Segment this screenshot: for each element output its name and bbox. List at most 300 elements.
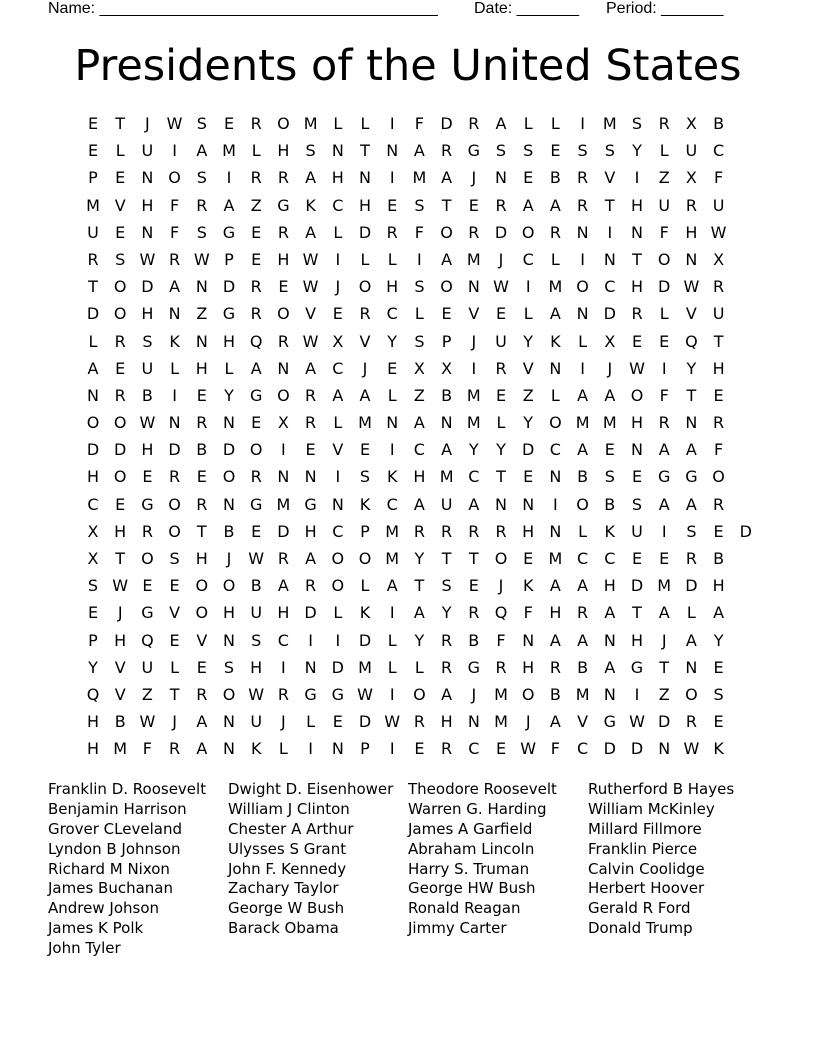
grid-letter[interactable]: B bbox=[577, 657, 589, 677]
grid-letter[interactable]: J bbox=[362, 358, 368, 378]
grid-letter[interactable]: A bbox=[685, 630, 697, 650]
grid-letter[interactable]: A bbox=[658, 603, 670, 623]
grid-letter[interactable]: F bbox=[414, 222, 424, 242]
grid-letter[interactable]: M bbox=[494, 684, 508, 704]
grid-letter[interactable]: Z bbox=[141, 684, 153, 704]
grid-letter[interactable]: N bbox=[631, 440, 643, 460]
grid-letter[interactable]: D bbox=[630, 739, 644, 759]
grid-letter[interactable]: O bbox=[222, 684, 236, 704]
grid-letter[interactable]: R bbox=[713, 494, 725, 514]
grid-letter[interactable]: L bbox=[360, 576, 370, 596]
grid-letter[interactable]: W bbox=[248, 549, 265, 568]
grid-letter[interactable]: S bbox=[604, 141, 615, 161]
grid-letter[interactable]: R bbox=[713, 413, 725, 433]
grid-letter[interactable]: H bbox=[522, 657, 535, 677]
grid-letter[interactable]: L bbox=[387, 249, 397, 269]
grid-letter[interactable]: L bbox=[523, 114, 533, 133]
grid-letter[interactable]: F bbox=[713, 168, 724, 188]
grid-letter[interactable]: O bbox=[113, 304, 127, 324]
grid-letter[interactable]: H bbox=[86, 739, 100, 759]
grid-letter[interactable]: O bbox=[195, 603, 209, 623]
grid-letter[interactable]: S bbox=[686, 521, 697, 541]
grid-letter[interactable]: H bbox=[86, 467, 100, 487]
grid-letter[interactable]: H bbox=[250, 657, 263, 677]
grid-letter[interactable]: E bbox=[604, 440, 615, 460]
grid-letter[interactable]: A bbox=[549, 712, 561, 732]
grid-letter[interactable]: M bbox=[385, 521, 400, 541]
grid-letter[interactable]: J bbox=[471, 684, 477, 704]
grid-letter[interactable]: T bbox=[414, 576, 425, 596]
grid-letter[interactable]: D bbox=[86, 304, 100, 324]
grid-letter[interactable]: R bbox=[277, 168, 289, 188]
grid-letter[interactable]: K bbox=[386, 467, 398, 487]
grid-letter[interactable]: B bbox=[141, 385, 153, 405]
grid-letter[interactable]: E bbox=[142, 467, 153, 487]
grid-letter[interactable]: E bbox=[550, 141, 561, 161]
grid-letter[interactable]: T bbox=[115, 114, 126, 133]
grid-letter[interactable]: E bbox=[251, 249, 262, 269]
grid-letter[interactable]: R bbox=[441, 657, 453, 677]
grid-letter[interactable]: R bbox=[441, 141, 453, 161]
grid-letter[interactable]: F bbox=[142, 739, 152, 759]
grid-letter[interactable]: H bbox=[222, 331, 236, 351]
grid-letter[interactable]: E bbox=[332, 712, 343, 732]
grid-letter[interactable]: H bbox=[195, 549, 208, 568]
grid-letter[interactable]: O bbox=[249, 440, 263, 460]
grid-letter[interactable]: I bbox=[553, 494, 558, 514]
grid-letter[interactable]: S bbox=[577, 141, 588, 161]
grid-letter[interactable]: G bbox=[685, 467, 698, 487]
grid-letter[interactable]: M bbox=[494, 712, 508, 732]
grid-letter[interactable]: S bbox=[631, 494, 643, 514]
grid-letter[interactable]: J bbox=[661, 630, 667, 650]
grid-letter[interactable]: I bbox=[335, 249, 341, 269]
grid-letter[interactable]: N bbox=[223, 413, 235, 433]
grid-letter[interactable]: S bbox=[414, 331, 425, 351]
grid-letter[interactable]: R bbox=[250, 277, 262, 297]
grid-letter[interactable]: I bbox=[389, 684, 395, 704]
grid-letter[interactable]: G bbox=[657, 467, 671, 487]
grid-letter[interactable]: E bbox=[468, 576, 479, 596]
grid-letter[interactable]: H bbox=[549, 603, 562, 623]
grid-letter[interactable]: D bbox=[168, 440, 181, 460]
grid-letter[interactable]: O bbox=[358, 549, 372, 568]
grid-letter[interactable]: P bbox=[88, 168, 98, 188]
grid-letter[interactable]: R bbox=[441, 739, 453, 759]
grid-letter[interactable]: E bbox=[169, 576, 180, 596]
grid-letter[interactable]: C bbox=[87, 494, 99, 514]
grid-letter[interactable]: L bbox=[523, 304, 533, 324]
grid-letter[interactable]: E bbox=[414, 739, 425, 759]
grid-letter[interactable]: R bbox=[277, 222, 289, 242]
grid-letter[interactable]: O bbox=[168, 521, 181, 541]
grid-letter[interactable]: T bbox=[88, 277, 98, 297]
grid-letter[interactable]: C bbox=[713, 141, 725, 161]
grid-letter[interactable]: N bbox=[495, 168, 507, 188]
grid-letter[interactable]: J bbox=[471, 331, 477, 351]
grid-letter[interactable]: A bbox=[305, 549, 317, 568]
grid-letter[interactable]: S bbox=[414, 195, 425, 215]
grid-letter[interactable]: U bbox=[87, 222, 99, 242]
grid-letter[interactable]: O bbox=[195, 576, 209, 596]
grid-letter[interactable]: L bbox=[278, 739, 288, 759]
grid-letter[interactable]: E bbox=[359, 440, 371, 460]
grid-letter[interactable]: V bbox=[114, 657, 126, 677]
grid-letter[interactable]: W bbox=[112, 576, 129, 596]
grid-letter[interactable]: R bbox=[250, 467, 262, 487]
grid-letter[interactable]: A bbox=[549, 576, 561, 596]
grid-letter[interactable]: A bbox=[495, 114, 507, 133]
grid-letter[interactable]: S bbox=[713, 684, 724, 704]
grid-letter[interactable]: N bbox=[168, 304, 181, 324]
grid-letter[interactable]: N bbox=[658, 739, 671, 759]
grid-letter[interactable]: E bbox=[305, 440, 316, 460]
grid-letter[interactable]: I bbox=[580, 114, 585, 133]
grid-letter[interactable]: M bbox=[602, 413, 617, 433]
grid-letter[interactable]: U bbox=[658, 195, 671, 215]
grid-letter[interactable]: N bbox=[87, 385, 99, 405]
grid-letter[interactable]: F bbox=[523, 603, 533, 623]
grid-letter[interactable]: E bbox=[441, 304, 452, 324]
grid-letter[interactable]: E bbox=[115, 358, 126, 378]
grid-letter[interactable]: H bbox=[114, 521, 127, 541]
grid-letter[interactable]: N bbox=[277, 467, 290, 487]
grid-letter[interactable]: B bbox=[250, 576, 262, 596]
grid-letter[interactable]: N bbox=[359, 168, 371, 188]
grid-letter[interactable]: Q bbox=[86, 684, 100, 704]
grid-letter[interactable]: O bbox=[685, 684, 698, 704]
grid-letter[interactable]: N bbox=[195, 277, 208, 297]
grid-letter[interactable]: H bbox=[141, 440, 154, 460]
grid-letter[interactable]: I bbox=[308, 739, 313, 759]
grid-letter[interactable]: M bbox=[548, 277, 563, 297]
grid-letter[interactable]: J bbox=[335, 277, 341, 297]
grid-letter[interactable]: O bbox=[494, 549, 508, 568]
grid-letter[interactable]: N bbox=[168, 413, 181, 433]
grid-letter[interactable]: I bbox=[417, 249, 422, 269]
period-field[interactable]: Period: _______ bbox=[606, 0, 724, 17]
grid-letter[interactable]: W bbox=[683, 739, 700, 759]
grid-letter[interactable]: H bbox=[141, 195, 154, 215]
grid-letter[interactable]: I bbox=[389, 168, 395, 188]
grid-letter[interactable]: N bbox=[440, 413, 453, 433]
grid-letter[interactable]: U bbox=[250, 712, 263, 732]
grid-letter[interactable]: X bbox=[87, 521, 99, 541]
grid-letter[interactable]: X bbox=[332, 331, 344, 351]
grid-letter[interactable]: N bbox=[603, 630, 616, 650]
grid-letter[interactable]: H bbox=[522, 521, 535, 541]
grid-letter[interactable]: E bbox=[659, 549, 670, 568]
grid-letter[interactable]: F bbox=[496, 630, 506, 650]
grid-letter[interactable]: X bbox=[685, 114, 697, 133]
grid-letter[interactable]: K bbox=[305, 195, 316, 215]
grid-letter[interactable]: R bbox=[658, 114, 670, 133]
grid-letter[interactable]: L bbox=[360, 114, 370, 133]
grid-letter[interactable]: W bbox=[139, 712, 156, 732]
grid-letter[interactable]: B bbox=[713, 114, 725, 133]
grid-letter[interactable]: M bbox=[385, 549, 400, 568]
grid-letter[interactable]: L bbox=[333, 114, 343, 133]
grid-letter[interactable]: Z bbox=[413, 385, 425, 405]
grid-letter[interactable]: D bbox=[277, 521, 290, 541]
grid-letter[interactable]: N bbox=[495, 494, 507, 514]
grid-letter[interactable]: X bbox=[685, 168, 697, 188]
grid-letter[interactable]: I bbox=[525, 277, 531, 297]
grid-letter[interactable]: R bbox=[305, 576, 317, 596]
grid-letter[interactable]: S bbox=[495, 141, 507, 161]
grid-letter[interactable]: X bbox=[87, 549, 99, 568]
grid-letter[interactable]: A bbox=[332, 385, 344, 405]
grid-letter[interactable]: A bbox=[441, 249, 453, 269]
grid-letter[interactable]: A bbox=[577, 630, 589, 650]
grid-letter[interactable]: H bbox=[386, 277, 399, 297]
grid-letter[interactable]: D bbox=[685, 576, 698, 596]
grid-letter[interactable]: S bbox=[251, 630, 262, 650]
grid-letter[interactable]: A bbox=[250, 358, 262, 378]
grid-letter[interactable]: N bbox=[549, 467, 562, 487]
grid-letter[interactable]: M bbox=[575, 413, 590, 433]
grid-letter[interactable]: H bbox=[222, 603, 236, 623]
grid-letter[interactable]: I bbox=[308, 630, 313, 650]
grid-letter[interactable]: R bbox=[685, 549, 697, 568]
grid-letter[interactable]: Y bbox=[88, 657, 98, 677]
grid-letter[interactable]: U bbox=[440, 494, 453, 514]
grid-letter[interactable]: D bbox=[603, 739, 616, 759]
grid-letter[interactable]: Q bbox=[141, 630, 154, 650]
grid-letter[interactable]: M bbox=[466, 249, 481, 269]
grid-letter[interactable]: R bbox=[141, 521, 153, 541]
grid-letter[interactable]: K bbox=[359, 603, 371, 623]
grid-letter[interactable]: U bbox=[685, 141, 698, 161]
grid-letter[interactable]: W bbox=[683, 277, 700, 297]
grid-letter[interactable]: B bbox=[604, 494, 616, 514]
grid-letter[interactable]: R bbox=[495, 657, 507, 677]
grid-letter[interactable]: C bbox=[332, 195, 344, 215]
grid-letter[interactable]: L bbox=[360, 249, 370, 269]
grid-letter[interactable]: L bbox=[115, 141, 125, 161]
grid-letter[interactable]: F bbox=[550, 739, 560, 759]
grid-letter[interactable]: N bbox=[467, 277, 480, 297]
grid-letter[interactable]: R bbox=[250, 114, 262, 133]
grid-letter[interactable]: L bbox=[251, 141, 261, 161]
grid-letter[interactable]: O bbox=[113, 467, 127, 487]
grid-letter[interactable]: N bbox=[603, 684, 616, 704]
grid-letter[interactable]: H bbox=[603, 576, 616, 596]
grid-letter[interactable]: Y bbox=[686, 358, 697, 378]
grid-letter[interactable]: O bbox=[549, 413, 562, 433]
grid-letter[interactable]: B bbox=[114, 712, 126, 732]
grid-letter[interactable]: D bbox=[440, 114, 453, 133]
grid-letter[interactable]: G bbox=[249, 385, 263, 405]
grid-letter[interactable]: N bbox=[522, 630, 535, 650]
grid-letter[interactable]: O bbox=[277, 114, 290, 133]
grid-letter[interactable]: Q bbox=[249, 331, 263, 351]
grid-letter[interactable]: L bbox=[224, 358, 234, 378]
grid-letter[interactable]: S bbox=[87, 576, 99, 596]
grid-letter[interactable]: F bbox=[169, 222, 180, 242]
grid-letter[interactable]: A bbox=[577, 576, 589, 596]
grid-letter[interactable]: V bbox=[114, 684, 126, 704]
grid-letter[interactable]: R bbox=[495, 358, 507, 378]
grid-letter[interactable]: H bbox=[277, 603, 290, 623]
grid-letter[interactable]: H bbox=[277, 249, 290, 269]
grid-letter[interactable]: I bbox=[172, 141, 177, 161]
grid-letter[interactable]: L bbox=[659, 304, 669, 324]
grid-letter[interactable]: E bbox=[631, 549, 643, 568]
grid-letter[interactable]: G bbox=[222, 304, 236, 324]
grid-letter[interactable]: E bbox=[495, 739, 507, 759]
grid-letter[interactable]: C bbox=[277, 630, 289, 650]
grid-letter[interactable]: R bbox=[468, 222, 480, 242]
grid-letter[interactable]: Y bbox=[387, 331, 398, 351]
grid-letter[interactable]: I bbox=[335, 467, 341, 487]
grid-letter[interactable]: N bbox=[603, 249, 616, 269]
grid-letter[interactable]: S bbox=[196, 168, 207, 188]
grid-letter[interactable]: L bbox=[333, 603, 343, 623]
grid-letter[interactable]: Y bbox=[523, 331, 534, 351]
grid-letter[interactable]: E bbox=[251, 222, 262, 242]
grid-letter[interactable]: H bbox=[712, 576, 725, 596]
grid-letter[interactable]: E bbox=[495, 304, 507, 324]
grid-letter[interactable]: E bbox=[278, 277, 289, 297]
grid-letter[interactable]: A bbox=[522, 195, 534, 215]
grid-letter[interactable]: G bbox=[277, 195, 290, 215]
grid-letter[interactable]: R bbox=[495, 195, 507, 215]
grid-letter[interactable]: R bbox=[713, 277, 725, 297]
grid-letter[interactable]: A bbox=[169, 277, 181, 297]
grid-letter[interactable]: R bbox=[631, 304, 643, 324]
grid-letter[interactable]: Z bbox=[658, 684, 670, 704]
grid-letter[interactable]: R bbox=[114, 385, 126, 405]
grid-letter[interactable]: H bbox=[685, 222, 698, 242]
grid-letter[interactable]: N bbox=[141, 222, 154, 242]
grid-letter[interactable]: S bbox=[142, 331, 153, 351]
grid-letter[interactable]: K bbox=[169, 331, 180, 351]
grid-letter[interactable]: H bbox=[86, 712, 100, 732]
grid-letter[interactable]: M bbox=[602, 114, 617, 133]
grid-letter[interactable]: C bbox=[604, 277, 616, 297]
grid-letter[interactable]: E bbox=[251, 521, 262, 541]
grid-letter[interactable]: W bbox=[710, 222, 727, 242]
grid-letter[interactable]: L bbox=[387, 657, 397, 677]
grid-letter[interactable]: V bbox=[305, 304, 317, 324]
grid-letter[interactable]: F bbox=[169, 195, 180, 215]
grid-letter[interactable]: R bbox=[413, 712, 425, 732]
grid-letter[interactable]: A bbox=[305, 358, 317, 378]
grid-letter[interactable]: T bbox=[169, 684, 180, 704]
grid-letter[interactable]: M bbox=[358, 657, 372, 677]
grid-letter[interactable]: R bbox=[685, 712, 697, 732]
grid-letter[interactable]: Q bbox=[494, 603, 508, 623]
grid-letter[interactable]: O bbox=[331, 549, 345, 568]
grid-letter[interactable]: W bbox=[139, 413, 156, 433]
date-field[interactable]: Date: _______ bbox=[474, 0, 579, 17]
grid-letter[interactable]: D bbox=[114, 440, 127, 460]
grid-letter[interactable]: G bbox=[141, 603, 154, 623]
grid-letter[interactable]: O bbox=[277, 385, 290, 405]
grid-letter[interactable]: W bbox=[302, 277, 319, 297]
grid-letter[interactable]: M bbox=[86, 195, 100, 215]
grid-letter[interactable]: C bbox=[577, 549, 589, 568]
grid-letter[interactable]: U bbox=[141, 141, 154, 161]
grid-letter[interactable]: G bbox=[222, 222, 236, 242]
grid-letter[interactable]: O bbox=[168, 494, 181, 514]
grid-letter[interactable]: J bbox=[172, 712, 177, 732]
grid-letter[interactable]: S bbox=[441, 576, 452, 596]
grid-letter[interactable]: O bbox=[712, 467, 725, 487]
grid-letter[interactable]: C bbox=[549, 440, 561, 460]
grid-letter[interactable]: M bbox=[412, 168, 427, 188]
grid-letter[interactable]: H bbox=[195, 358, 208, 378]
grid-letter[interactable]: P bbox=[441, 331, 452, 351]
grid-letter[interactable]: Y bbox=[414, 549, 425, 568]
grid-letter[interactable]: R bbox=[468, 521, 480, 541]
grid-letter[interactable]: J bbox=[607, 358, 613, 378]
grid-letter[interactable]: R bbox=[685, 195, 697, 215]
grid-letter[interactable]: R bbox=[441, 521, 453, 541]
grid-letter[interactable]: O bbox=[630, 385, 644, 405]
grid-letter[interactable]: C bbox=[413, 440, 425, 460]
grid-letter[interactable]: G bbox=[603, 712, 616, 732]
grid-letter[interactable]: E bbox=[659, 331, 670, 351]
grid-letter[interactable]: Q bbox=[685, 331, 698, 351]
grid-letter[interactable]: C bbox=[332, 358, 344, 378]
grid-letter[interactable]: M bbox=[466, 413, 481, 433]
grid-letter[interactable]: L bbox=[578, 331, 588, 351]
grid-letter[interactable]: E bbox=[196, 385, 207, 405]
grid-letter[interactable]: E bbox=[115, 494, 126, 514]
grid-letter[interactable]: N bbox=[685, 249, 698, 269]
grid-letter[interactable]: L bbox=[578, 521, 588, 541]
grid-letter[interactable]: B bbox=[441, 385, 453, 405]
grid-letter[interactable]: O bbox=[277, 304, 290, 324]
grid-letter[interactable]: W bbox=[166, 114, 183, 133]
grid-letter[interactable]: E bbox=[142, 576, 153, 596]
grid-letter[interactable]: W bbox=[139, 249, 156, 269]
grid-letter[interactable]: N bbox=[277, 358, 290, 378]
grid-letter[interactable]: L bbox=[550, 114, 560, 133]
grid-letter[interactable]: B bbox=[549, 168, 561, 188]
grid-letter[interactable]: E bbox=[87, 603, 99, 623]
grid-letter[interactable]: G bbox=[304, 494, 317, 514]
grid-letter[interactable]: O bbox=[576, 277, 589, 297]
grid-letter[interactable]: A bbox=[577, 440, 589, 460]
grid-letter[interactable]: F bbox=[713, 440, 724, 460]
grid-letter[interactable]: K bbox=[604, 521, 616, 541]
grid-letter[interactable]: R bbox=[114, 331, 126, 351]
grid-letter[interactable]: R bbox=[386, 222, 398, 242]
grid-letter[interactable]: M bbox=[113, 739, 128, 759]
grid-letter[interactable]: C bbox=[604, 549, 616, 568]
grid-letter[interactable]: B bbox=[468, 630, 480, 650]
grid-letter[interactable]: G bbox=[467, 141, 480, 161]
grid-letter[interactable]: H bbox=[358, 195, 372, 215]
grid-letter[interactable]: A bbox=[604, 657, 616, 677]
grid-letter[interactable]: U bbox=[141, 358, 154, 378]
grid-letter[interactable]: M bbox=[466, 385, 481, 405]
grid-letter[interactable]: A bbox=[713, 603, 725, 623]
grid-letter[interactable]: D bbox=[358, 222, 372, 242]
grid-letter[interactable]: V bbox=[169, 603, 181, 623]
grid-letter[interactable]: N bbox=[331, 739, 344, 759]
grid-letter[interactable]: K bbox=[250, 739, 262, 759]
grid-letter[interactable]: W bbox=[384, 712, 401, 732]
grid-letter[interactable]: N bbox=[631, 222, 643, 242]
grid-letter[interactable]: T bbox=[632, 249, 642, 269]
grid-letter[interactable]: D bbox=[522, 440, 535, 460]
grid-letter[interactable]: N bbox=[223, 712, 235, 732]
grid-letter[interactable]: P bbox=[360, 739, 370, 759]
